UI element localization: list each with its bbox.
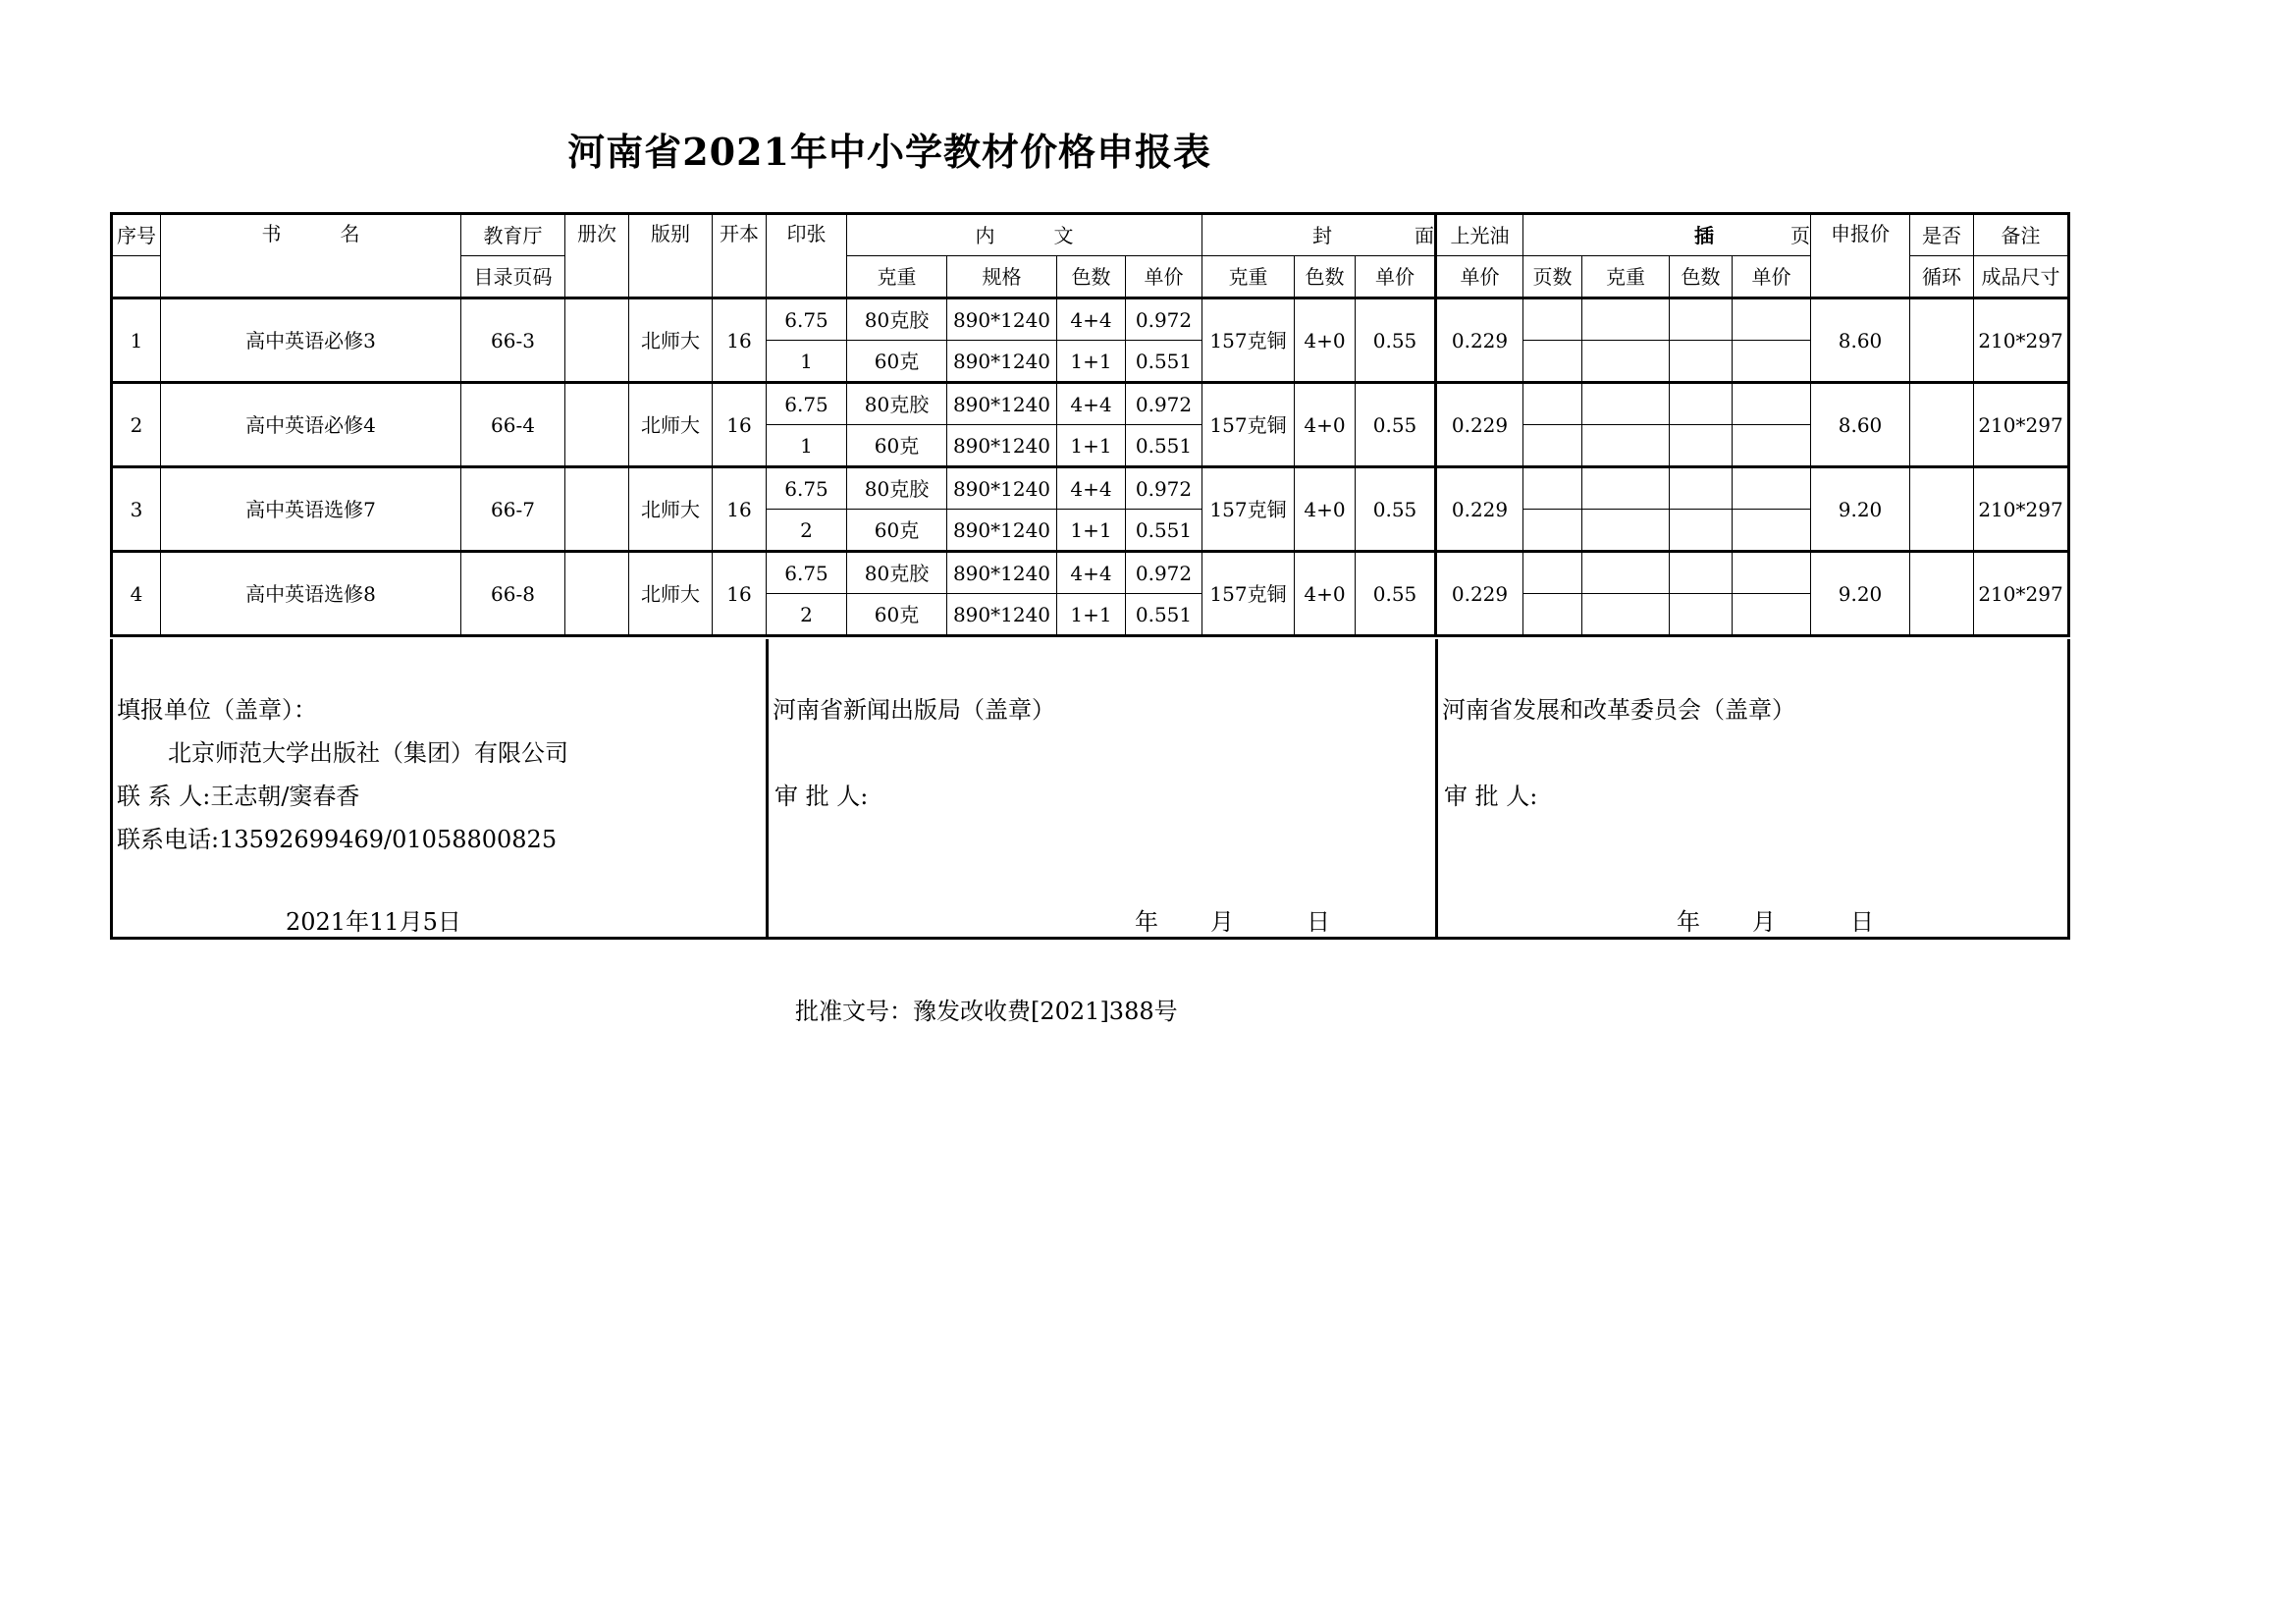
reform-commission-year: 年 [1677,908,1700,936]
cell-seq: 4 [112,552,161,636]
cell-weight: 80克胶 [847,467,947,510]
cell-weight: 80克胶 [847,298,947,341]
cell-cover-unit-price: 0.55 [1356,467,1436,552]
cell-edition [565,298,629,383]
header-insert [1523,214,1811,256]
header-remark-2: 成品尺寸 [1974,256,2069,298]
cell-book-name: 高中英语必修3 [161,298,461,383]
cell-insert-unit-price [1733,552,1811,594]
cell-spec: 890*1240 [947,467,1057,510]
cell-is-cycle [1910,298,1974,383]
cell-spec: 890*1240 [947,341,1057,383]
cell-unit-price: 0.972 [1126,383,1202,425]
cell-gloss: 0.229 [1436,298,1523,383]
cell-insert-unit-price [1733,467,1811,510]
cell-gloss: 0.229 [1436,467,1523,552]
header-gloss: 上光油 [1436,214,1523,256]
header-print-sheets: 印张 [767,214,847,298]
header-content-spec: 规格 [947,256,1057,298]
header-is-cycle: 是否 [1910,214,1974,256]
filler-date: 2021年11月5日 [286,908,461,936]
filler-phone: 联系电话:13592699469/01058800825 [117,826,558,853]
cell-size: 210*297 [1974,298,2069,383]
reform-commission-section [1437,639,2069,939]
cell-cover-colors: 4+0 [1295,552,1356,636]
filler-unit-label: 填报单位（盖章）： [117,696,317,724]
header-dept-page: 教育厅 [461,214,565,256]
cell-unit-price: 0.551 [1126,341,1202,383]
header-insert-weight: 克重 [1582,256,1670,298]
cell-declared-price: 8.60 [1811,298,1910,383]
cell-insert-colors [1670,425,1733,467]
cell-cover-unit-price: 0.55 [1356,298,1436,383]
cell-colors: 1+1 [1057,510,1126,552]
cell-is-cycle [1910,552,1974,636]
cell-colors: 1+1 [1057,425,1126,467]
cell-insert-colors [1670,383,1733,425]
cell-dept-page: 66-8 [461,552,565,636]
header-insert-unit-price: 单价 [1733,256,1811,298]
header-content-colors: 色数 [1057,256,1126,298]
cell-insert-unit-price [1733,594,1811,636]
cell-spec: 890*1240 [947,425,1057,467]
cell-spec: 890*1240 [947,552,1057,594]
header-content: 内 文 [847,214,1202,256]
cell-unit-price: 0.551 [1126,510,1202,552]
press-bureau-approver: 审 批 人: [774,783,869,810]
header-cover-colors: 色数 [1295,256,1356,298]
cell-is-cycle [1910,467,1974,552]
cell-insert-unit-price [1733,341,1811,383]
press-bureau-year: 年 [1135,908,1158,936]
cell-insert-pages [1523,341,1582,383]
reform-commission-month: 月 [1752,908,1776,936]
cell-weight: 80克胶 [847,552,947,594]
reform-commission-day: 日 [1850,908,1874,936]
cell-cover-colors: 4+0 [1295,383,1356,467]
cell-book-name: 高中英语选修7 [161,467,461,552]
cell-gloss: 0.229 [1436,383,1523,467]
header-cover-right: 面 [1415,223,1435,247]
header-book-name: 书 名 [161,214,461,298]
header-gloss-unit-price: 单价 [1436,256,1523,298]
cell-cover-weight: 157克铜 [1202,467,1295,552]
cell-edition [565,467,629,552]
header-is-cycle-2: 循环 [1910,256,1974,298]
cell-sheets: 6.75 [767,298,847,341]
cell-insert-colors [1670,298,1733,341]
cell-cover-colors: 4+0 [1295,467,1356,552]
cell-insert-weight [1582,510,1670,552]
cell-insert-colors [1670,552,1733,594]
header-insert-pages: 页数 [1523,256,1582,298]
cell-dept-page: 66-7 [461,467,565,552]
cell-sheets: 6.75 [767,383,847,425]
cell-version: 北师大 [629,383,713,467]
cell-declared-price: 9.20 [1811,552,1910,636]
cell-sheets: 6.75 [767,467,847,510]
cell-version: 北师大 [629,467,713,552]
cell-sheets: 2 [767,510,847,552]
cell-size: 210*297 [1974,467,2069,552]
cell-insert-weight [1582,425,1670,467]
cell-insert-pages [1523,594,1582,636]
header-seq-blank [112,256,161,298]
header-cover-unit-price: 单价 [1356,256,1436,298]
cell-insert-weight [1582,467,1670,510]
header-version: 版别 [629,214,713,298]
cell-colors: 4+4 [1057,467,1126,510]
cell-insert-unit-price [1733,383,1811,425]
cell-insert-colors [1670,510,1733,552]
cell-weight: 60克 [847,341,947,383]
table-row [112,383,2069,425]
cell-insert-colors [1670,341,1733,383]
header-cover-weight: 克重 [1202,256,1295,298]
header-insert-colors: 色数 [1670,256,1733,298]
header-cover-left: 封 [1312,223,1332,247]
header-format: 开本 [713,214,767,298]
table-row [112,467,2069,510]
cell-format: 16 [713,298,767,383]
cell-dept-page: 66-3 [461,298,565,383]
header-content-weight: 克重 [847,256,947,298]
cell-insert-weight [1582,383,1670,425]
cell-insert-weight [1582,341,1670,383]
cell-cover-unit-price: 0.55 [1356,552,1436,636]
cell-version: 北师大 [629,298,713,383]
cell-declared-price: 9.20 [1811,467,1910,552]
cell-seq: 2 [112,383,161,467]
header-cover [1202,214,1436,256]
cell-weight: 60克 [847,510,947,552]
cell-colors: 1+1 [1057,594,1126,636]
cell-weight: 60克 [847,425,947,467]
header-edition: 册次 [565,214,629,298]
approval-number: 批准文号：豫发改收费[2021]388号 [795,998,1178,1025]
cell-insert-pages [1523,467,1582,510]
cell-insert-weight [1582,298,1670,341]
cell-spec: 890*1240 [947,298,1057,341]
cell-insert-colors [1670,467,1733,510]
header-dept-page-2: 目录页码 [461,256,565,298]
cell-weight: 60克 [847,594,947,636]
cell-spec: 890*1240 [947,594,1057,636]
cell-cover-weight: 157克铜 [1202,298,1295,383]
cell-sheets: 6.75 [767,552,847,594]
cell-insert-unit-price [1733,298,1811,341]
header-insert-right: 页 [1790,223,1811,247]
filler-contact: 联 系 人:王志朝/窦春香 [117,783,360,810]
press-bureau-day: 日 [1307,908,1330,936]
cell-book-name: 高中英语必修4 [161,383,461,467]
cell-format: 16 [713,552,767,636]
cell-weight: 80克胶 [847,383,947,425]
cell-insert-colors [1670,594,1733,636]
page-title: 河南省2021年中小学教材价格申报表 [567,130,1211,174]
reform-commission-approver: 审 批 人: [1444,783,1538,810]
cell-insert-pages [1523,552,1582,594]
cell-cover-weight: 157克铜 [1202,552,1295,636]
cell-cover-unit-price: 0.55 [1356,383,1436,467]
cell-unit-price: 0.972 [1126,552,1202,594]
cell-format: 16 [713,383,767,467]
cell-insert-pages [1523,425,1582,467]
cell-insert-weight [1582,552,1670,594]
cell-insert-unit-price [1733,425,1811,467]
signature-block [110,639,2070,940]
cell-size: 210*297 [1974,552,2069,636]
table-row [112,552,2069,594]
press-bureau-label: 河南省新闻出版局（盖章） [773,696,1055,724]
cell-seq: 1 [112,298,161,383]
cell-size: 210*297 [1974,383,2069,467]
cell-colors: 4+4 [1057,298,1126,341]
filler-section [112,639,768,939]
cell-edition [565,552,629,636]
cell-book-name: 高中英语选修8 [161,552,461,636]
cell-insert-pages [1523,383,1582,425]
table-row [112,298,2069,341]
cell-insert-pages [1523,298,1582,341]
cell-edition [565,383,629,467]
cell-format: 16 [713,467,767,552]
cell-cover-weight: 157克铜 [1202,383,1295,467]
cell-sheets: 2 [767,594,847,636]
cell-colors: 4+4 [1057,383,1126,425]
header-declared-price: 申报价 [1811,214,1910,298]
cell-declared-price: 8.60 [1811,383,1910,467]
press-bureau-section [768,639,1437,939]
price-table [110,212,2070,637]
reform-commission-label: 河南省发展和改革委员会（盖章） [1442,696,1795,724]
cell-colors: 1+1 [1057,341,1126,383]
cell-sheets: 1 [767,425,847,467]
cell-is-cycle [1910,383,1974,467]
press-bureau-month: 月 [1210,908,1234,936]
cell-cover-colors: 4+0 [1295,298,1356,383]
header-seq: 序号 [112,214,161,256]
cell-seq: 3 [112,467,161,552]
header-insert-left: 插 [1694,223,1715,247]
cell-insert-weight [1582,594,1670,636]
cell-unit-price: 0.551 [1126,425,1202,467]
cell-unit-price: 0.972 [1126,467,1202,510]
header-remark: 备注 [1974,214,2069,256]
cell-version: 北师大 [629,552,713,636]
header-content-unit-price: 单价 [1126,256,1202,298]
cell-unit-price: 0.972 [1126,298,1202,341]
cell-sheets: 1 [767,341,847,383]
cell-gloss: 0.229 [1436,552,1523,636]
cell-spec: 890*1240 [947,510,1057,552]
filler-unit-name: 北京师范大学出版社（集团）有限公司 [168,739,568,767]
header-row-1 [112,214,2069,256]
cell-insert-pages [1523,510,1582,552]
cell-spec: 890*1240 [947,383,1057,425]
cell-insert-unit-price [1733,510,1811,552]
cell-unit-price: 0.551 [1126,594,1202,636]
cell-dept-page: 66-4 [461,383,565,467]
cell-colors: 4+4 [1057,552,1126,594]
